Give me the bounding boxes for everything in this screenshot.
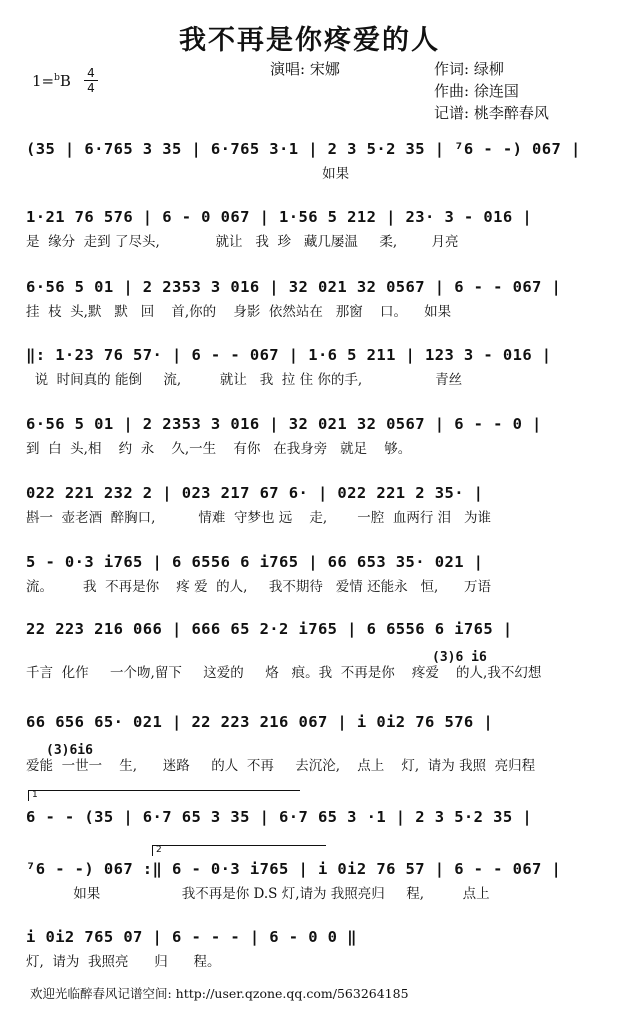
score-line [26,482,596,527]
key-note: B [59,72,71,90]
volta-bracket-1: 1 [28,790,300,801]
notation-row: (35 | 6·765 3 35 | 6·765 3·1 | 2 3 5·2 35 | ⁷6 - -) 067 | [26,140,581,158]
lyric-row: 如果 我不再是你 D.S 灯,请为 我照亮归 程, 点上 [26,886,490,902]
notation-row: 6 - - (35 | 6·7 65 3 35 | 6·7 65 3 ·1 | 2 3 5·2 35 | [26,808,533,826]
notation-row: 022 221 232 2 | 023 217 67 6· | 022 221 2 35· | [26,484,484,502]
transcriber-credit: 记谱: 桃李醉春风 [434,104,549,122]
composer-credit: 作曲: 徐连国 [434,82,519,100]
score-line [26,858,596,903]
lyricist-credit: 作词: 绿柳 [434,60,504,78]
time-signature-bottom: 4 [87,81,95,95]
notation-row: 6·56 5 01 | 2 2353 3 016 | 32 021 32 0567 | 6 - - 067 | [26,278,562,296]
alternate-notes: (3)6 i6 [432,650,487,665]
lyric-row: 是 缘分 走到 了尽头, 就让 我 珍 藏几屡温 柔, 月亮 [26,234,459,250]
page-title: 我不再是你疼爱的人 [179,25,440,56]
lyric-row: 斟一 壶老酒 醉胸口, 情难 守梦也 远 走, 一腔 血两行 泪 为谁 [26,510,491,526]
notation-row: 5 - 0·3 i765 | 6 6556 6 i765 | 66 653 35· 021 | [26,553,484,571]
singer-credit: 演唱: 宋娜 [270,60,340,78]
time-signature [84,66,98,95]
footer-note: 欢迎光临醉春风记谱空间: http://user.qzone.qq.com/563264185 [30,986,409,1001]
score-line [26,206,596,251]
flat-icon: b [54,73,60,83]
notation-row: 66 656 65· 021 | 22 223 216 067 | i 0i2 76 576 | [26,713,494,731]
lyric-row: 到 白 头,相 约 永 久,一生 有你 在我身旁 就足 够。 [26,441,412,457]
notation-row: ‖: 1·23 76 57· | 6 - - 067 | 1·6 5 211 | 123 3 - 016 | [26,346,552,364]
notation-row: 1·21 76 576 | 6 - 0 067 | 1·56 5 212 | 23· 3 - 016 | [26,208,533,226]
lyric-row: 说 时间真的 能倒 流, 就让 我 拉 住 你的手, 青丝 [26,372,463,388]
key-signature [32,72,71,90]
volta-bracket-2: 2 [152,845,326,856]
lyric-row: 爱能 一世一 生, 迷路 的人 不再 去沉沦, 点上 灯, 请为 我照 亮归程 [26,758,536,774]
score-line [26,413,596,458]
score-line [26,926,596,971]
notation-row: ⁷6 - -) 067 :‖ 6 - 0·3 i765 | i 0i2 76 57 | 6 - - 067 | [26,860,562,878]
notation-row: i 0i2 765 07 | 6 - - - | 6 - 0 0 ‖ [26,928,357,946]
score-line [26,276,596,321]
score-line [26,138,596,183]
score-line [26,344,596,389]
lyric-row: 千言 化作 一个吻,留下 这爱的 烙 痕。我 不再是你 疼爱 的人,我不幻想 [26,665,542,681]
time-signature-top: 4 [84,66,98,81]
lyric-row: 挂 枝 头,默 默 回 首,你的 身影 依然站在 那窗 口。 如果 [26,304,452,320]
lyric-row: 灯, 请为 我照亮 归 程。 [26,954,221,970]
score-line [26,711,596,775]
score-line [26,618,596,682]
notation-row: 22 223 216 066 | 666 65 2·2 i765 | 6 6556 6 i765 | [26,620,513,638]
score-line [26,551,596,596]
lyric-row: 如果 [26,166,350,182]
lyric-row: 流。 我 不再是你 疼 爱 的人, 我不期待 爱情 还能永 恒, 万语 [26,579,491,595]
key-label: 1= [32,72,55,90]
alternate-notes: (3)6i6 [46,743,93,758]
score-line [26,806,596,828]
notation-row: 6·56 5 01 | 2 2353 3 016 | 32 021 32 0567 | 6 - - 0 | [26,415,542,433]
